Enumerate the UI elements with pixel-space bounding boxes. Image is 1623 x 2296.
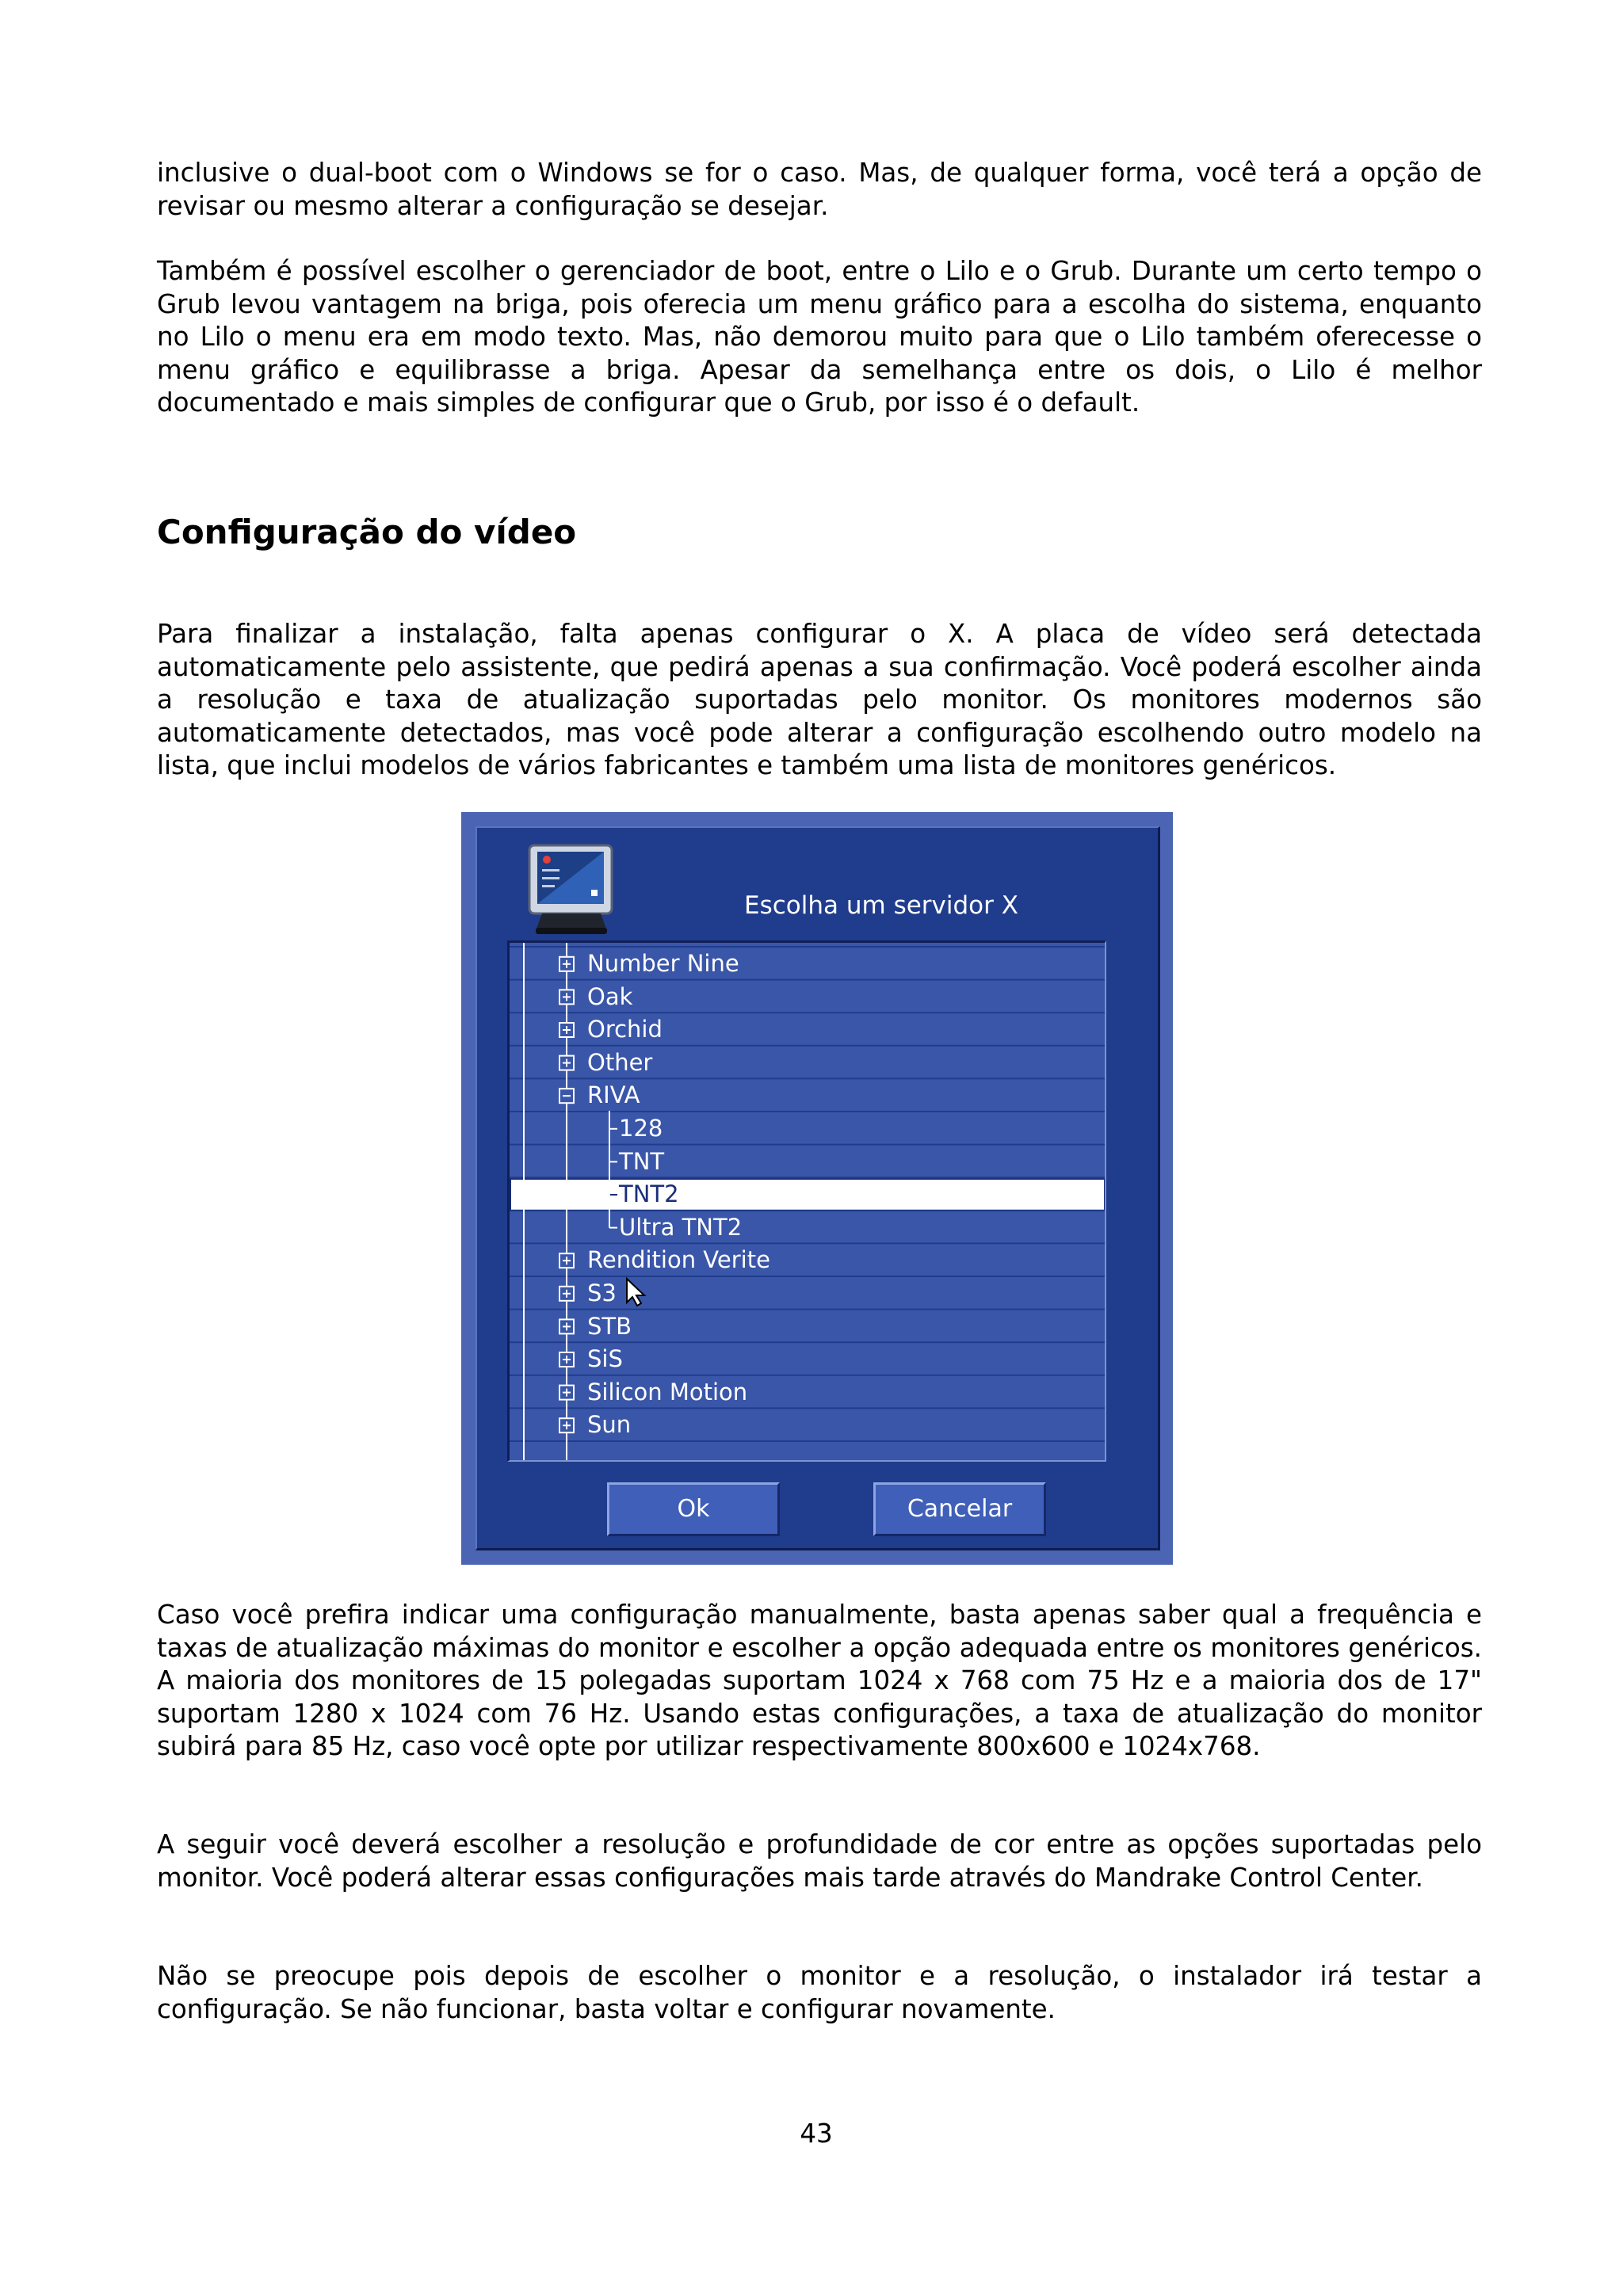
tree-item-label: S3 [587, 1280, 617, 1306]
cancel-button[interactable]: Cancelar [873, 1482, 1046, 1536]
tree-item-label: TNT [619, 1147, 665, 1175]
tree-item[interactable] [510, 1047, 1106, 1080]
tree-item-label: TNT2 [619, 1180, 679, 1208]
paragraph-manual-config: Caso você prefira indicar uma configuração manualmente, basta apenas saber qual a frequência e taxas de atualização máximas do monitor e escolher a opção adequada entre os monitores genéricos. A maioria dos monitores de 15 polegadas suportam 1024 x 768 com 75 Hz e a maioria dos de 17" suportam 1280 x 1024 com 76 Hz. Usando estas configurações, a taxa de atualização do monitor subirá para 85 Hz, caso você opte por utilizar respectivamente 800x600 e 1024x768. [157, 1600, 1482, 1761]
paragraph-boot-manager: Também é possível escolher o gerenciador de boot, entre o Lilo e o Grub. Durante um certo tempo o Grub levou vantagem na briga, pois oferecia um menu gráfico para a escolha do sistema, enquanto no Lilo o menu era em modo texto. Mas, não demorou muito para que o Lilo também oferecesse o menu gráfico e equilibrasse a briga. Apesar da semelhança entre os dois, o Lilo é melhor documentado e mais simples de configurar que o Grub, por isso é o default. [157, 256, 1482, 418]
tree-item[interactable] [510, 1211, 1106, 1245]
tree-item-label: Rendition Verite [587, 1246, 770, 1274]
tree-item[interactable] [510, 1343, 1106, 1376]
page-number: 43 [800, 2119, 833, 2149]
tree-item[interactable] [510, 1244, 1106, 1277]
tree-item[interactable] [510, 1310, 1106, 1344]
tree-item-label: Ultra TNT2 [619, 1213, 743, 1241]
tree-item-label: RIVA [587, 1081, 640, 1109]
paragraph-test-config: Não se preocupe pois depois de escolher o monitor e a resolução, o instalador irá testar a configuração. Se não funcionar, basta voltar e configurar novamente. [157, 1961, 1482, 2024]
tree-item-label: Other [587, 1048, 653, 1076]
paragraph-resolution: A seguir você deverá escolher a resolução e profundidade de cor entre as opções suportadas pelo monitor. Você poderá alterar essas configurações mais tarde através do Mandrake Control Center. [157, 1829, 1482, 1893]
monitor-icon [525, 842, 618, 937]
tree-item[interactable] [510, 1409, 1106, 1442]
tree-item-label: 128 [619, 1115, 663, 1142]
tree-item-selected[interactable] [510, 1178, 1106, 1211]
screenshot-x-server-dialog [461, 812, 1173, 1565]
tree-item-label: Oak [587, 982, 633, 1010]
tree-item[interactable] [510, 1277, 1106, 1310]
tree-item[interactable] [510, 1146, 1106, 1179]
tree-item-label: Orchid [587, 1016, 663, 1043]
tree-item-label: SiS [587, 1345, 623, 1373]
tree-item-label: Sun [587, 1411, 632, 1439]
x-server-dialog [475, 826, 1160, 1550]
video-card-tree-list[interactable] [507, 940, 1106, 1462]
tree-item[interactable] [510, 1112, 1106, 1146]
paragraph-dual-boot: inclusive o dual-boot com o Windows se for o caso. Mas, de qualquer forma, você terá a opção de revisar ou mesmo alterar a configuração se desejar. [157, 158, 1482, 221]
tree-item[interactable] [510, 1376, 1106, 1409]
paragraph-video-config: Para finalizar a instalação, falta apenas configurar o X. A placa de vídeo será detectada automaticamente pelo assistente, que pedirá apenas a sua confirmação. Você poderá escolher ainda a resolução e taxa de atualização suportadas pelo monitor. Os monitores modernos são automaticamente detectados, mas você pode alterar a configuração escolhendo outro modelo na lista, que inclui modelos de vários fabricantes e também uma lista de monitores genéricos. [157, 619, 1482, 780]
tree-item-label: Number Nine [587, 950, 739, 977]
tree-item[interactable] [510, 1079, 1106, 1112]
section-heading: Configuração do vídeo [157, 513, 577, 551]
tree-item[interactable] [510, 981, 1106, 1014]
tree-item[interactable] [510, 1013, 1106, 1047]
tree-item-label: STB [587, 1312, 632, 1340]
ok-button[interactable]: Ok [607, 1482, 780, 1536]
tree-item[interactable] [510, 948, 1106, 981]
dialog-title: Escolha um servidor X [744, 891, 1018, 920]
tree-item-label: Silicon Motion [587, 1378, 748, 1405]
